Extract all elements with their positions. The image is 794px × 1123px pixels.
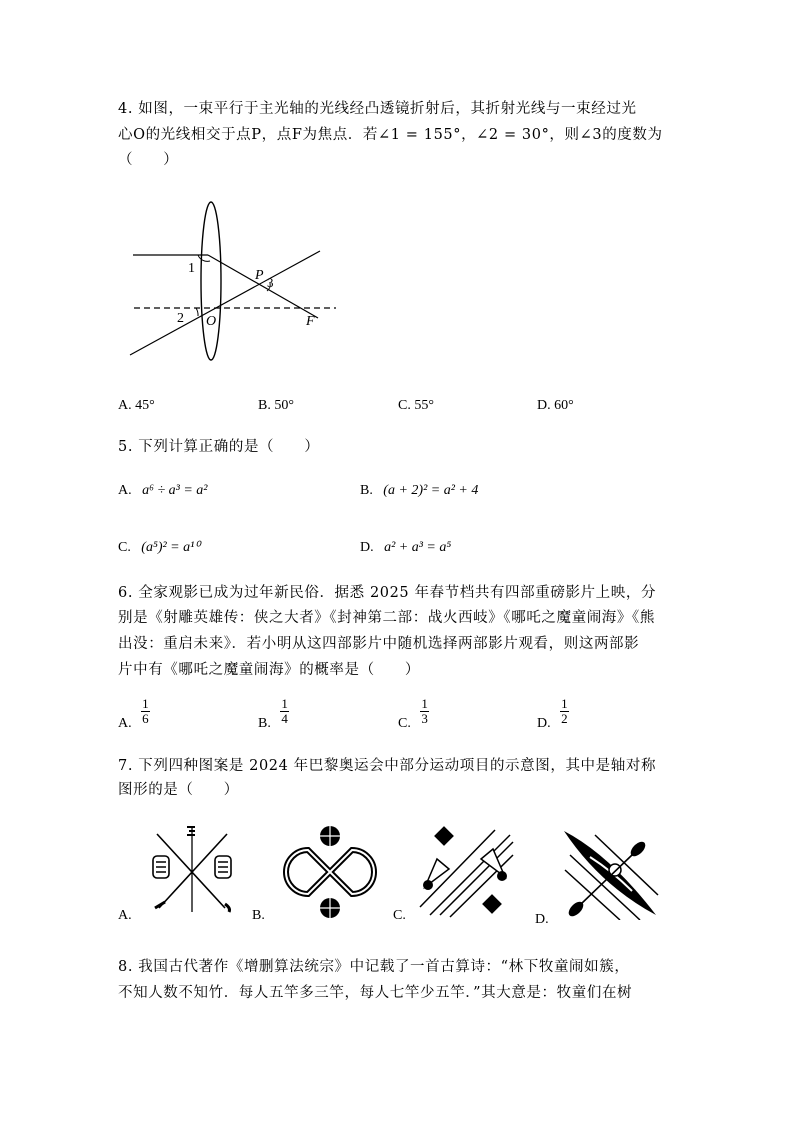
- q6-b-den: 4: [281, 711, 288, 727]
- q5-c-label: C.: [118, 540, 131, 555]
- q6-b-fraction: [280, 697, 289, 727]
- q6-line1: 6. 全家观影已成为过年新民俗．据悉 2025 年春节档共有四部重磅影片上映，分: [118, 585, 657, 601]
- q6-c-num: 1: [421, 696, 428, 711]
- q4-option-b[interactable]: B. 50°: [258, 398, 294, 413]
- q7-line2: 图形的是（ ）: [118, 782, 239, 798]
- canoe-icon: [560, 825, 660, 920]
- label-3: 3: [267, 275, 274, 290]
- label-2: 2: [177, 311, 184, 326]
- q4-option-d[interactable]: D. 60°: [537, 398, 574, 413]
- basketball-icon: [280, 822, 380, 922]
- angle-2-arc: [196, 308, 198, 316]
- q4-option-c[interactable]: C. 55°: [398, 398, 434, 413]
- q6-line2: 别是《射雕英雄传：侠之大者》《封神第二部：战火西岐》《哪吒之魔童闹海》《熊: [118, 610, 655, 626]
- q6-line3: 出没：重启未来》．若小明从这四部影片中随机选择两部影片观看，则这两部影: [118, 636, 640, 652]
- q6-a-fraction: [141, 697, 150, 727]
- q5-d-expr: a² + a³ = a⁵: [384, 540, 452, 555]
- q7-option-b[interactable]: B.: [252, 908, 265, 923]
- label-F: F: [306, 314, 315, 329]
- q6-option-b[interactable]: [258, 697, 289, 732]
- angle-1-arc: [198, 255, 210, 261]
- q5-b-expr: (a + 2)² = a² + 4: [383, 483, 479, 498]
- q6-c-fraction: [420, 697, 429, 727]
- q6-d-fraction: [560, 697, 569, 727]
- q8-line2: 不知人数不知竹．每人五竿多三竿，每人七竿少五竿．”其大意是：牧童们在树: [118, 985, 633, 1001]
- q5-c-expr: (a⁵)² = a¹⁰: [141, 540, 200, 555]
- q5-option-a[interactable]: [118, 482, 207, 499]
- q6-option-a[interactable]: [118, 697, 150, 732]
- q7-option-c[interactable]: C.: [393, 908, 406, 923]
- q7-option-d[interactable]: D.: [535, 912, 549, 927]
- convex-lens: [201, 202, 221, 360]
- q6-line4: 片中有《哪吒之魔童闹海》的概率是（ ）: [118, 662, 420, 678]
- label-1: 1: [188, 261, 195, 276]
- q6-d-label: D.: [537, 716, 551, 732]
- fencing-icon: [145, 822, 240, 917]
- label-P: P: [255, 268, 264, 283]
- q4-line3: （ ）: [118, 152, 179, 168]
- q6-a-label: A.: [118, 716, 132, 732]
- q6-option-c[interactable]: [398, 697, 429, 732]
- q7-option-a[interactable]: A.: [118, 908, 132, 923]
- q6-d-num: 1: [561, 696, 568, 711]
- q4-line2: 心O的光线相交于点P，点F为焦点．若∠1 = 155°，∠2 = 30°，则∠3的度数为: [118, 127, 663, 143]
- q8-line1: 8. 我国古代著作《增删算法统宗》中记载了一首古算诗：“林下牧童闹如簇，: [118, 959, 630, 975]
- q6-option-d[interactable]: [537, 697, 569, 732]
- lens-diagram: [120, 195, 350, 365]
- q4-option-a[interactable]: A. 45°: [118, 398, 155, 413]
- q5-b-label: B.: [360, 483, 373, 498]
- q6-b-label: B.: [258, 716, 271, 732]
- q4-line1: 4. 如图，一束平行于主光轴的光线经凸透镜折射后，其折射光线与一束经过光: [118, 101, 637, 117]
- q6-d-den: 2: [561, 711, 568, 727]
- q7-line1: 7. 下列四种图案是 2024 年巴黎奥运会中部分运动项目的示意图，其中是轴对称: [118, 758, 657, 774]
- q5-option-b[interactable]: [360, 482, 478, 499]
- q6-c-label: C.: [398, 716, 411, 732]
- q5-a-expr: a⁶ ÷ a³ = a²: [142, 483, 208, 498]
- q5-a-label: A.: [118, 483, 132, 498]
- q5-option-c[interactable]: [118, 539, 200, 556]
- q6-c-den: 3: [421, 711, 428, 727]
- q6-b-num: 1: [281, 696, 288, 711]
- q5-option-d[interactable]: [360, 539, 451, 556]
- q6-a-num: 1: [142, 696, 149, 711]
- q5-stem: 5. 下列计算正确的是（ ）: [118, 439, 320, 455]
- q6-a-den: 6: [142, 711, 149, 727]
- badminton-icon: [415, 825, 515, 920]
- label-O: O: [206, 314, 217, 329]
- q5-d-label: D.: [360, 540, 374, 555]
